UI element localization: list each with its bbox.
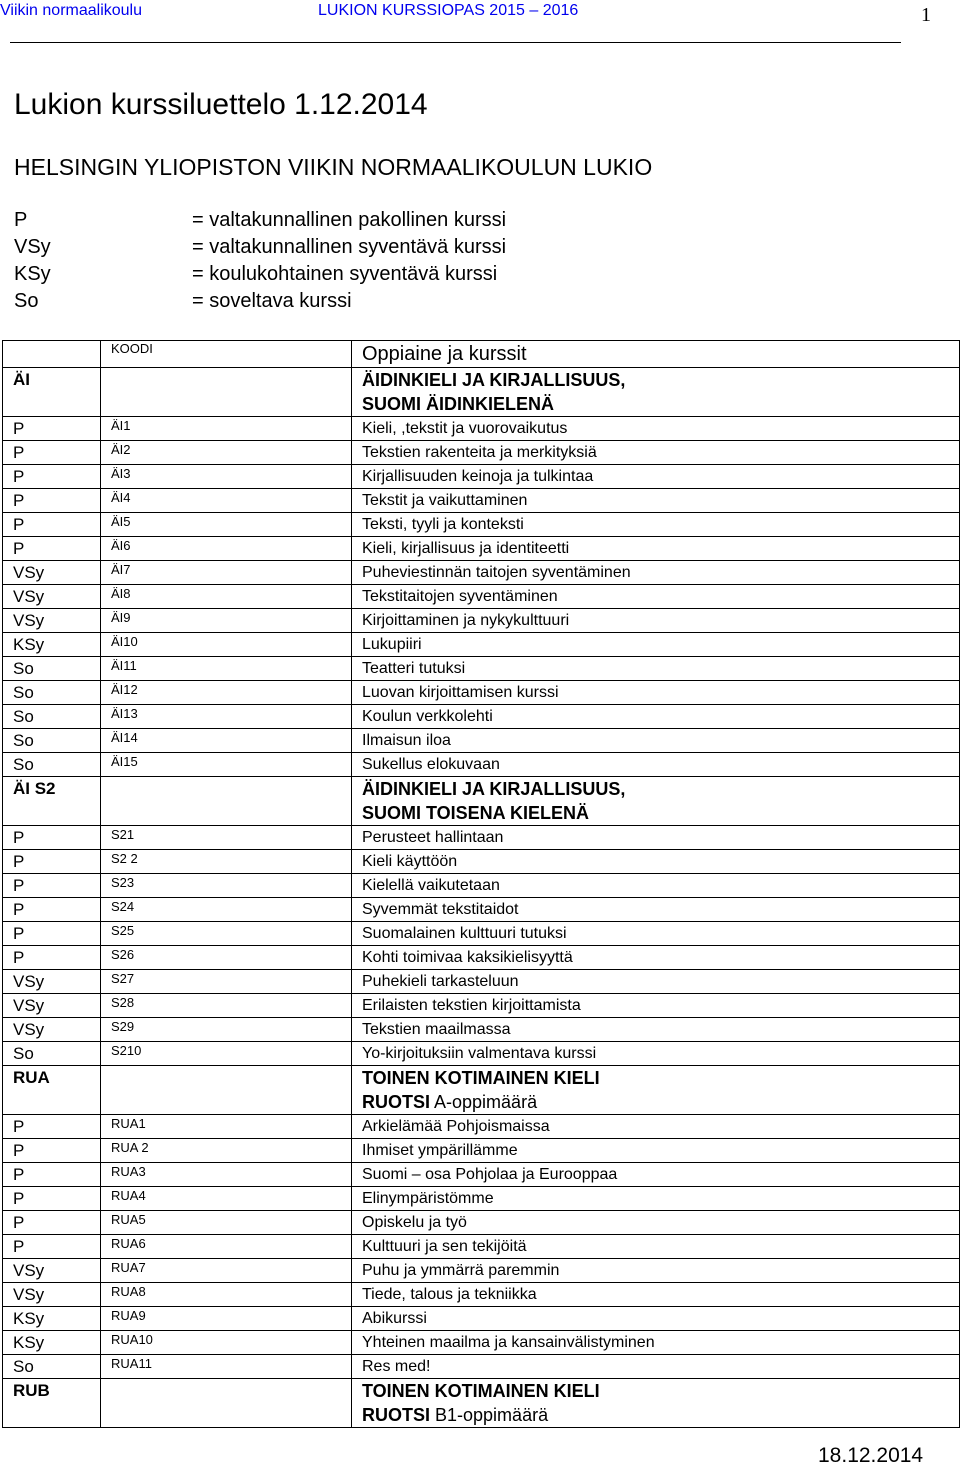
- footer-date: 18.12.2014: [818, 1444, 924, 1467]
- section-subject: SUOMI TOISENA KIELENÄ: [362, 803, 590, 823]
- course-code: ÄI1: [101, 417, 352, 441]
- table-row: [3, 826, 960, 850]
- school-title: HELSINGIN YLIOPISTON VIIKIN NORMAALIKOULUN LUKIO: [14, 154, 653, 180]
- legend-text: = valtakunnallinen pakollinen kurssi: [192, 209, 507, 231]
- course-code: RUA9: [101, 1307, 352, 1331]
- section-title: [352, 1379, 960, 1428]
- course-name: Res med!: [352, 1355, 960, 1379]
- course-level: So: [3, 681, 101, 705]
- table-row: [3, 970, 960, 994]
- table-row: [3, 705, 960, 729]
- course-code: RUA1: [101, 1115, 352, 1139]
- course-name: Yhteinen maailma ja kansainvälistyminen: [352, 1331, 960, 1355]
- course-name: Tekstit ja vaikuttaminen: [352, 489, 960, 513]
- table-row: [3, 729, 960, 753]
- course-name: Suomi – osa Pohjolaa ja Eurooppaa: [352, 1163, 960, 1187]
- page-title: Lukion kurssiluettelo 1.12.2014: [14, 88, 428, 121]
- course-code: ÄI9: [101, 609, 352, 633]
- course-name: Sukellus elokuvaan: [352, 753, 960, 777]
- table-row: [3, 850, 960, 874]
- course-level: VSy: [3, 970, 101, 994]
- course-level: VSy: [3, 1018, 101, 1042]
- section-code-empty: [101, 777, 352, 826]
- legend-code: KSy: [14, 263, 51, 285]
- legend-item: [14, 261, 506, 288]
- header-cell-level: [3, 341, 101, 368]
- legend-code: VSy: [14, 236, 51, 258]
- course-name: Puheviestinnän taitojen syventäminen: [352, 561, 960, 585]
- course-level: So: [3, 1042, 101, 1066]
- section-header-row: [3, 1379, 960, 1428]
- course-level: VSy: [3, 585, 101, 609]
- header-cell-code: KOODI: [101, 341, 352, 368]
- course-code: ÄI11: [101, 657, 352, 681]
- course-name: Teatteri tutuksi: [352, 657, 960, 681]
- legend-text: = valtakunnallinen syventävä kurssi: [192, 236, 507, 258]
- section-header-row: [3, 777, 960, 826]
- course-code: ÄI6: [101, 537, 352, 561]
- course-level: P: [3, 898, 101, 922]
- course-name: Perusteet hallintaan: [352, 826, 960, 850]
- header-guide-title: LUKION KURSSIOPAS 2015 – 2016: [318, 2, 579, 19]
- course-code: ÄI8: [101, 585, 352, 609]
- course-name: Tekstitaitojen syventäminen: [352, 585, 960, 609]
- course-name: Abikurssi: [352, 1307, 960, 1331]
- table-row: [3, 585, 960, 609]
- course-code: ÄI10: [101, 633, 352, 657]
- course-name: Suomalainen kulttuuri tutuksi: [352, 922, 960, 946]
- table-row: [3, 657, 960, 681]
- course-code: S28: [101, 994, 352, 1018]
- section-code: ÄI: [3, 368, 101, 417]
- course-level: P: [3, 441, 101, 465]
- table-row: [3, 561, 960, 585]
- section-code-empty: [101, 1066, 352, 1115]
- table-row: [3, 1042, 960, 1066]
- header-divider: [10, 42, 901, 43]
- page-number: 1: [921, 4, 931, 26]
- table-row: [3, 681, 960, 705]
- course-name: Erilaisten tekstien kirjoittamista: [352, 994, 960, 1018]
- section-title: [352, 777, 960, 826]
- course-code: RUA3: [101, 1163, 352, 1187]
- legend-text: = soveltava kurssi: [192, 290, 352, 312]
- course-level: P: [3, 826, 101, 850]
- section-title-line-1: ÄIDINKIELI JA KIRJALLISUUS,: [362, 779, 626, 799]
- course-level: KSy: [3, 1331, 101, 1355]
- course-level: P: [3, 946, 101, 970]
- course-code: ÄI3: [101, 465, 352, 489]
- table-row: [3, 922, 960, 946]
- course-level: P: [3, 489, 101, 513]
- course-code: RUA8: [101, 1283, 352, 1307]
- course-code: ÄI5: [101, 513, 352, 537]
- course-code: S24: [101, 898, 352, 922]
- section-syllabus: B1-oppimäärä: [430, 1405, 549, 1425]
- course-name: Puhu ja ymmärrä paremmin: [352, 1259, 960, 1283]
- section-code: RUB: [3, 1379, 101, 1428]
- table-row: [3, 1283, 960, 1307]
- course-level: P: [3, 1187, 101, 1211]
- header-cell-subject: Oppiaine ja kurssit: [352, 341, 960, 368]
- course-name: Teksti, tyyli ja konteksti: [352, 513, 960, 537]
- course-level: P: [3, 417, 101, 441]
- course-code: RUA10: [101, 1331, 352, 1355]
- table-row: [3, 1235, 960, 1259]
- course-level: VSy: [3, 1283, 101, 1307]
- course-name: Kieli, ,tekstit ja vuorovaikutus: [352, 417, 960, 441]
- section-title-line-1: TOINEN KOTIMAINEN KIELI: [362, 1068, 600, 1088]
- course-name: Arkielämää Pohjoismaissa: [352, 1115, 960, 1139]
- legend-item: [14, 288, 506, 315]
- course-name: Yo-kirjoituksiin valmentava kurssi: [352, 1042, 960, 1066]
- course-code: RUA5: [101, 1211, 352, 1235]
- table-row: [3, 1115, 960, 1139]
- course-level: P: [3, 874, 101, 898]
- course-level: P: [3, 1211, 101, 1235]
- course-level: P: [3, 1235, 101, 1259]
- table-row: [3, 489, 960, 513]
- table-header-row: [3, 341, 960, 368]
- legend: [14, 207, 506, 315]
- course-level: P: [3, 1115, 101, 1139]
- section-subject: SUOMI ÄIDINKIELENÄ: [362, 394, 555, 414]
- legend-item: [14, 207, 506, 234]
- course-code: S21: [101, 826, 352, 850]
- table-row: [3, 465, 960, 489]
- course-name: Kielellä vaikutetaan: [352, 874, 960, 898]
- course-code: ÄI15: [101, 753, 352, 777]
- section-header-row: [3, 368, 960, 417]
- course-code: S26: [101, 946, 352, 970]
- section-title-line-2: [362, 801, 959, 825]
- course-name: Kirjoittaminen ja nykykulttuuri: [352, 609, 960, 633]
- course-code: S23: [101, 874, 352, 898]
- course-level: VSy: [3, 1259, 101, 1283]
- section-header-row: [3, 1066, 960, 1115]
- header-school-name: Viikin normaalikoulu: [0, 2, 142, 19]
- table-row: [3, 874, 960, 898]
- section-code-empty: [101, 1379, 352, 1428]
- section-subject: RUOTSI: [362, 1092, 431, 1112]
- course-level: P: [3, 537, 101, 561]
- table-row: [3, 513, 960, 537]
- course-code: RUA11: [101, 1355, 352, 1379]
- course-level: P: [3, 1139, 101, 1163]
- table-row: [3, 1259, 960, 1283]
- course-name: Elinympäristömme: [352, 1187, 960, 1211]
- course-code: S2 2: [101, 850, 352, 874]
- table-row: [3, 1163, 960, 1187]
- course-code: RUA7: [101, 1259, 352, 1283]
- course-name: Luovan kirjoittamisen kurssi: [352, 681, 960, 705]
- table-row: [3, 1331, 960, 1355]
- course-name: Tekstien rakenteita ja merkityksiä: [352, 441, 960, 465]
- course-level: VSy: [3, 609, 101, 633]
- course-level: KSy: [3, 1307, 101, 1331]
- course-name: Kohti toimivaa kaksikielisyyttä: [352, 946, 960, 970]
- table-row: [3, 1307, 960, 1331]
- section-subject: RUOTSI: [362, 1405, 431, 1425]
- course-name: Ilmaisun iloa: [352, 729, 960, 753]
- course-name: Kulttuuri ja sen tekijöitä: [352, 1235, 960, 1259]
- course-code: ÄI7: [101, 561, 352, 585]
- legend-text: = koulukohtainen syventävä kurssi: [192, 263, 498, 285]
- course-level: So: [3, 729, 101, 753]
- course-code: S27: [101, 970, 352, 994]
- section-title: [352, 368, 960, 417]
- section-title-line-2: [362, 1090, 959, 1114]
- course-name: Ihmiset ympärillämme: [352, 1139, 960, 1163]
- table-row: [3, 537, 960, 561]
- course-name: Kirjallisuuden keinoja ja tulkintaa: [352, 465, 960, 489]
- course-name: Kieli, kirjallisuus ja identiteetti: [352, 537, 960, 561]
- table-row: [3, 898, 960, 922]
- section-code: RUA: [3, 1066, 101, 1115]
- table-row: [3, 946, 960, 970]
- course-code: ÄI4: [101, 489, 352, 513]
- table-row: [3, 417, 960, 441]
- table-row: [3, 1211, 960, 1235]
- course-code: S25: [101, 922, 352, 946]
- course-level: P: [3, 465, 101, 489]
- course-level: KSy: [3, 633, 101, 657]
- course-code: RUA 2: [101, 1139, 352, 1163]
- section-title-line-1: TOINEN KOTIMAINEN KIELI: [362, 1381, 600, 1401]
- legend-code: So: [14, 290, 39, 312]
- course-level: So: [3, 705, 101, 729]
- table-row: [3, 633, 960, 657]
- course-code: ÄI2: [101, 441, 352, 465]
- table-row: [3, 1018, 960, 1042]
- course-name: Puhekieli tarkasteluun: [352, 970, 960, 994]
- table-row: [3, 1187, 960, 1211]
- section-code: ÄI S2: [3, 777, 101, 826]
- course-code: S210: [101, 1042, 352, 1066]
- table-row: [3, 1355, 960, 1379]
- course-name: Tiede, talous ja tekniikka: [352, 1283, 960, 1307]
- section-title: [352, 1066, 960, 1115]
- course-code: RUA6: [101, 1235, 352, 1259]
- course-level: So: [3, 1355, 101, 1379]
- section-title-line-2: [362, 1403, 959, 1427]
- course-level: P: [3, 1163, 101, 1187]
- section-title-line-1: ÄIDINKIELI JA KIRJALLISUUS,: [362, 370, 626, 390]
- table-row: [3, 1139, 960, 1163]
- course-name: Lukupiiri: [352, 633, 960, 657]
- table-row: [3, 994, 960, 1018]
- section-code-empty: [101, 368, 352, 417]
- course-level: VSy: [3, 561, 101, 585]
- course-code: RUA4: [101, 1187, 352, 1211]
- table-row: [3, 441, 960, 465]
- course-level: So: [3, 753, 101, 777]
- course-code: ÄI14: [101, 729, 352, 753]
- course-code: S29: [101, 1018, 352, 1042]
- table-row: [3, 609, 960, 633]
- legend-code: P: [14, 209, 28, 231]
- course-level: P: [3, 922, 101, 946]
- course-name: Koulun verkkolehti: [352, 705, 960, 729]
- course-level: VSy: [3, 994, 101, 1018]
- course-name: Opiskelu ja työ: [352, 1211, 960, 1235]
- section-title-line-2: [362, 392, 959, 416]
- legend-item: [14, 234, 506, 261]
- course-level: P: [3, 850, 101, 874]
- course-table: [2, 340, 960, 1428]
- course-name: Syvemmät tekstitaidot: [352, 898, 960, 922]
- section-syllabus: A-oppimäärä: [430, 1092, 538, 1112]
- course-code: ÄI13: [101, 705, 352, 729]
- course-code: ÄI12: [101, 681, 352, 705]
- course-level: So: [3, 657, 101, 681]
- course-name: Kieli käyttöön: [352, 850, 960, 874]
- table-row: [3, 753, 960, 777]
- course-level: P: [3, 513, 101, 537]
- course-name: Tekstien maailmassa: [352, 1018, 960, 1042]
